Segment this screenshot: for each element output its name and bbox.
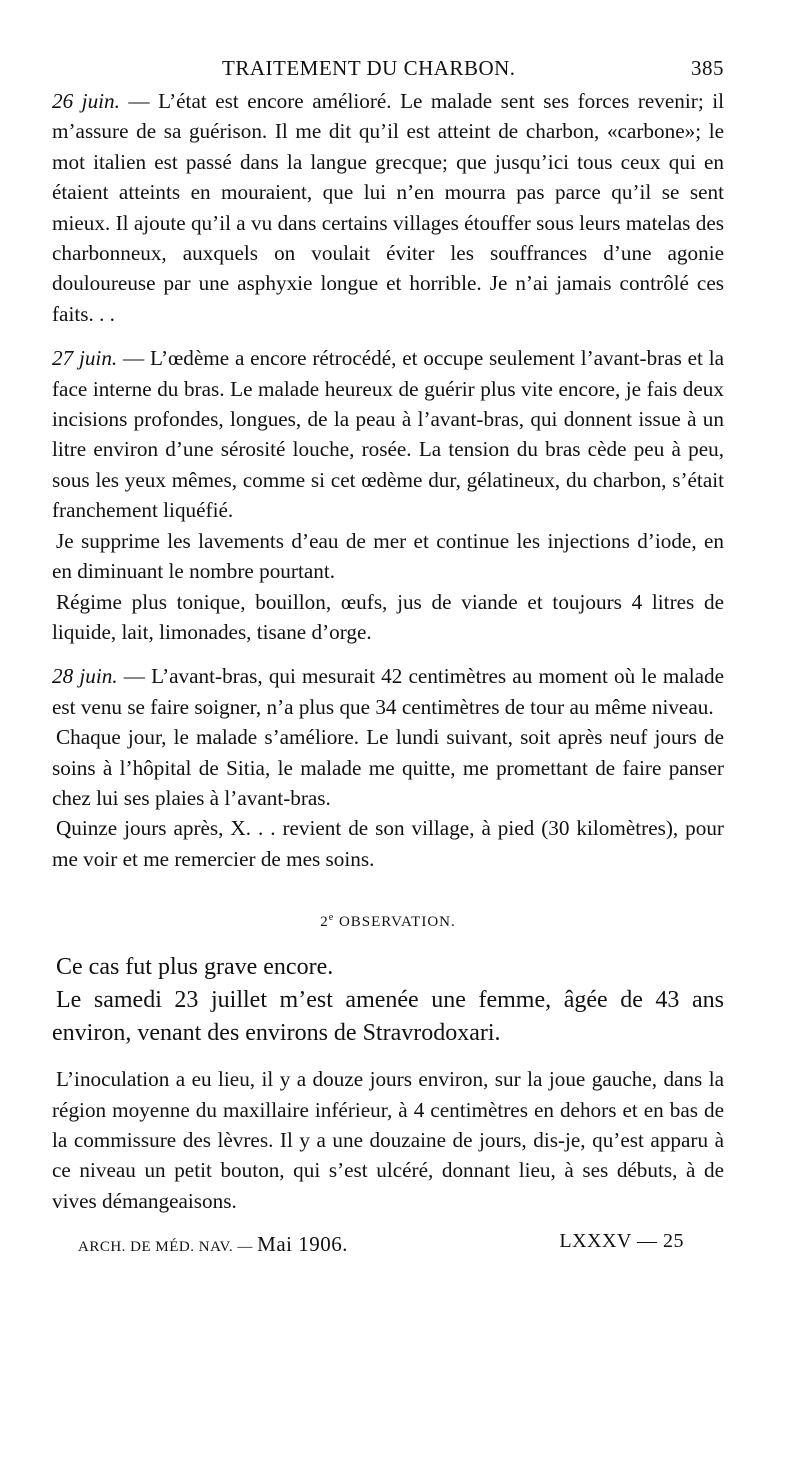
- running-title: TRAITEMENT DU CHARBON.: [222, 56, 516, 80]
- paragraph: Quinze jours après, X. . . revient de son village, à pied (30 kilomètres), pour me voir et me remercier de mes soins.: [52, 816, 724, 871]
- paragraph: Régime plus tonique, bouillon, œufs, jus de viande et toujours 4 litres de liquide, lait, limonades, tisane d’orge.: [52, 589, 724, 644]
- entry-text: — L’œdème a encore rétrocédé, et occupe seulement l’avant-bras et la face interne du bras. Le malade heureux de guérir plus vite encore, je fais deux incisions profondes, longues, de la peau à l’avant-bras, qui donnent issue à un litre environ d’une sérosité louche, rosée. La tension du bras cède peu à peu, sous les yeux mêmes, comme si cet œdème dur, gélatineux, du charbon, s’était franchement liquéfié.: [52, 346, 724, 523]
- entry-date: 27 juin.: [52, 346, 118, 371]
- footer: [52, 1228, 724, 1258]
- observation-heading: [52, 912, 724, 931]
- paragraph: Je supprime les lavements d’eau de mer et continue les injections d’iode, en en diminuant le nombre pourtant.: [52, 528, 724, 584]
- observation-number: 2: [320, 914, 329, 931]
- page-number: 385: [691, 56, 724, 80]
- entry-text: — L’avant-bras, qui mesurait 42 centimètres au moment où le malade est venu se faire soigner, n’a plus que 34 centimètres de tour au même niveau.: [52, 664, 724, 719]
- entry-text: — L’état est encore amélioré. Le malade sent ses forces revenir; il m’assure de sa guérison. Il me dit qu’il est atteint de charbon, «carbone»; le mot italien est passé dans la langue grecque; que jusqu’ici tous ceux qui en étaient atteints en mouraient, que lui n’en mourra pas parce qu’il se sent mieux. Il ajoute qu’il a vu dans certains villages étouffer sous leurs matelas des charbonneux, auxquels on voulait éviter les souffrances d’une agonie douloureuse par une asphyxie longue et horrible. Je n’ai jamais contrôlé ces faits. . .: [52, 89, 724, 326]
- paragraph: Chaque jour, le malade s’améliore. Le lundi suivant, soit après neuf jours de soins à l’hôpital de Sitia, le malade me quitte, me promettant de faire panser chez lui ses plaies à l’avant-bras.: [52, 725, 724, 810]
- observation-intro: [52, 951, 724, 1050]
- running-head: [52, 56, 724, 86]
- entry-date: 28 juin.: [52, 664, 118, 689]
- observation-superscript: e: [328, 912, 335, 924]
- paragraph: Ce cas fut plus grave encore.: [56, 954, 334, 981]
- paragraph: Le samedi 23 juillet m’est amenée une femme, âgée de 43 ans environ, venant des environs de Stravrodoxari.: [52, 987, 724, 1047]
- observation-body: L’inoculation a eu lieu, il y a douze jours environ, sur la joue gauche, dans la région moyenne du maxillaire inférieur, à 4 centimètres en dehors et en bas de la commissure des lèvres. Il y a une douzaine de jours, dis-je, qu’est apparu à ce niveau un petit bouton, qui s’est ulcéré, donnant lieu, à ses débuts, à de vives démangeaisons.: [52, 1067, 724, 1213]
- entry-27-juin: [52, 343, 724, 525]
- journal-date: Mai 1906.: [257, 1232, 348, 1257]
- footer-volume: LXXXV — 25: [559, 1230, 684, 1253]
- entry-date: 26 juin.: [52, 89, 120, 113]
- journal-name: ARCH. DE MÉD. NAV. —: [78, 1239, 258, 1256]
- entry-26-juin: [52, 86, 724, 329]
- observation-title: OBSERVATION.: [334, 914, 456, 931]
- page: [52, 56, 724, 1258]
- entry-28-juin: [52, 661, 724, 722]
- footer-journal: [78, 1232, 348, 1257]
